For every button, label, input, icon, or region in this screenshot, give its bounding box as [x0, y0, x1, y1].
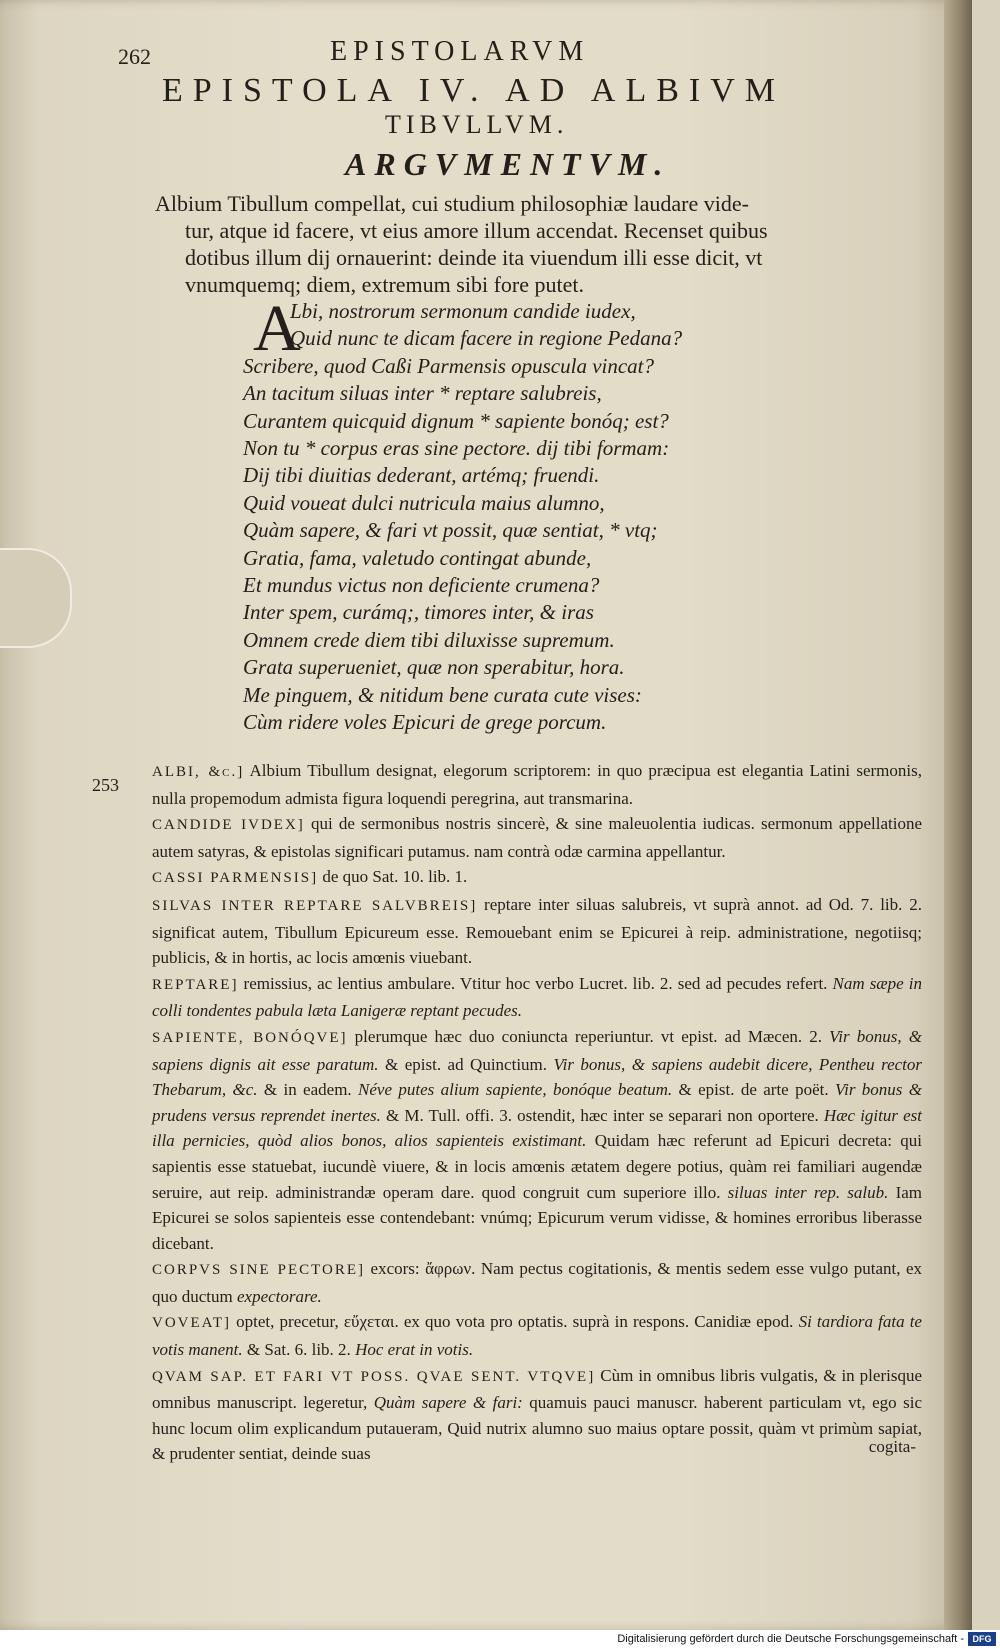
quotation: Néve putes alium sapiente, bonóque beatum.: [351, 1080, 673, 1100]
commentary-note: [152, 892, 922, 971]
poem-line: Gratia, fama, valetudo contingat abunde,: [243, 545, 592, 570]
lemma: QVAM SAP. ET FARI VT POSS. QVAE SENT. VTQVE]: [152, 1368, 596, 1385]
lemma: CANDIDE IVDEX]: [152, 817, 305, 834]
dfg-logo: DFG: [968, 1632, 996, 1646]
argument-line: tur, atque id facere, vt eius amore illum accendat. Recenset quibus: [185, 218, 768, 243]
quotation: Vir bonus, & sapiens dignis ait esse paratum.: [152, 1026, 922, 1074]
poem-line: Grata superueniet, quæ non sperabitur, hora.: [243, 655, 625, 680]
poem-line: Omnem crede diem tibi diluxisse supremum.: [243, 627, 615, 652]
lemma: VOVEAT]: [152, 1315, 231, 1332]
commentary-note: [152, 1256, 922, 1309]
poem-line: Quid nunc te dicam facere in regione Pedana?: [290, 326, 683, 351]
lemma: SAPIENTE, BONÓQVE]: [152, 1029, 348, 1046]
commentary-note: [152, 811, 922, 864]
margin-number: 253: [92, 775, 119, 795]
quotation: Vir bonus & prudens versus reprendet inertes.: [152, 1080, 922, 1125]
note-text: & M. Tull. offi. 3. ostendit, hæc inter se separari non oportere.: [380, 1105, 819, 1125]
poem-line: Quàm sapere, & fari vt possit, quæ sentiat, * vtq;: [243, 518, 658, 543]
running-head: EPISTOLARVM: [330, 36, 590, 67]
commentary-note: [152, 971, 922, 1024]
poem-line: Inter spem, curámq;, timores inter, & iras: [243, 600, 594, 625]
poem-line: Lbi, nostrorum sermonum candide iudex,: [290, 299, 636, 323]
epistle-title: EPISTOLA IV. AD ALBIVM: [162, 72, 786, 109]
commentary-note: [152, 1024, 922, 1256]
poem-line: Curantem quicquid dignum * sapiente bonóq; est?: [243, 408, 669, 433]
note-text: Quidam hæc referunt ad Epicuri decreta: qui sapientis esse statuebat, iucundè viuere, & in locis amœnis ætatem degere potius, quàm rei familiari augendæ seruire, aut reip. administrandæ operam dare. quod congruit cum superiore illo.: [152, 1131, 923, 1202]
catchword: cogita-: [868, 1437, 916, 1456]
argument-line: Albium Tibullum compellat, cui studium philosophiæ laudare vide-: [155, 191, 749, 216]
commentary-note: [152, 1309, 922, 1362]
note-text: reptare inter siluas salubreis, vt suprà annot. ad Od. 7. lib. 2. significat autem, Tibullum Epicureum esse. Remouebant enim se Epicurei à reip. administratione, negotiisq; publicis, & in hortis, ac locis amœnis viuebant.: [152, 894, 922, 968]
note-text: & epist. de arte poët.: [672, 1080, 829, 1100]
footer-text: Digitalisierung gefördert durch die Deutsche Forschungsgemeinschaft -: [617, 1633, 964, 1645]
note-text: remissius, ac lentius ambulare. Vtitur hoc verbo Lucret. lib. 2. sed ad pecudes refert.: [238, 973, 828, 993]
commentary-note: [152, 1363, 922, 1467]
lemma: SILVAS INTER REPTARE SALVBREIS]: [152, 897, 478, 914]
poem-line: Dij tibi diuitias dederant, artémq; fruendi.: [243, 463, 600, 488]
poem-line: Scribere, quod Caßi Parmensis opuscula vincat?: [243, 353, 655, 378]
note-text: de quo Sat. 10. lib. 1.: [318, 867, 468, 887]
poem-line: An tacitum siluas inter * reptare salubreis,: [243, 381, 602, 406]
poem-line: Quid voueat dulci nutricula maius alumno,: [243, 490, 605, 515]
commentary: [152, 758, 922, 1467]
argument-line: vnumquemq; diem, extremum sibi fore putet.: [185, 272, 584, 297]
note-text: quamuis pauci manuscr. haberent particulam vt, ego sic hunc locum olim explicandum putaueram, Quid nutrix alumno suo maius optare possit, quàm vt primùm sapiat, & prudenter sentiat, deinde suas: [152, 1393, 922, 1464]
lemma: CORPVS SINE PECTORE]: [152, 1262, 366, 1279]
quotation: Hæc igitur est illa pernicies, quòd alios bonos, alios sapienteis existimant.: [152, 1105, 922, 1151]
note-text: Iam Epicurei se solos sapienteis esse contendebant: vnúmq; Epicurum verum vidisse, & homines erroribus liberasse dicebant.: [152, 1182, 923, 1253]
digitization-footer: [0, 1630, 1000, 1649]
poem-line: Cùm ridere voles Epicuri de grege porcum.: [243, 710, 607, 735]
lemma: CASSI PARMENSIS]: [152, 870, 319, 887]
quotation: Si tardiora fata te votis manent.: [152, 1312, 922, 1360]
note-text: & epist. ad Quinctium.: [378, 1054, 548, 1074]
note-text: optet, precetur, εὔχεται. ex quo vota pro optatis. suprà in respons. Canidiæ epod.: [231, 1312, 794, 1332]
page-clip: [0, 548, 72, 648]
commentary-note: [152, 758, 922, 811]
quotation: Quàm sapere & fari:: [367, 1393, 523, 1413]
quotation: expectorare.: [232, 1286, 322, 1306]
poem-line: Et mundus victus non deficiente crumena?: [243, 573, 600, 598]
lemma: REPTARE]: [152, 976, 239, 993]
note-text: & Sat. 6. lib. 2.: [242, 1340, 351, 1360]
note-text: qui de sermonibus nostris sincerè, & sine maleuolentia iudicas. sermonum appellatione autem satyras, & epistolas significari putamus. nam contrà odæ carmina appellantur.: [152, 814, 922, 861]
poem: [243, 292, 683, 737]
note-text: Cùm in omnibus libris vulgatis, & in plerisque omnibus manuscript. legeretur,: [152, 1365, 922, 1413]
argument-line: dotibus illum dij ornauerint: deinde ita viuendum illi esse dicit, vt: [185, 245, 763, 270]
note-text: excors: ἄφρων. Nam pectus cogitationis, & mentis sedem esse vulgo putant, ex quo ductum: [152, 1259, 922, 1306]
poem-line: Non tu * corpus eras sine pectore. dij tibi formam:: [243, 436, 670, 461]
note-text: Albium Tibullum designat, elegorum scriptorem: in quo præcipua est elegantia Latini sermonis, nulla propemodum admista figura loquendi peregrina, aut transmarina.: [152, 761, 922, 808]
argument-heading: ARGVMENTVM.: [345, 146, 671, 182]
note-text: & in eadem.: [257, 1080, 352, 1100]
quotation: siluas inter rep. salub.: [720, 1182, 889, 1202]
page-number: 262: [118, 44, 151, 69]
poem-line: Me pinguem, & nitidum bene curata cute vises:: [243, 682, 642, 707]
lemma: ALBI, &c.]: [152, 764, 245, 780]
quotation: Hoc erat in votis.: [350, 1340, 474, 1360]
argument-text: [155, 190, 855, 298]
drop-cap: A: [253, 292, 301, 365]
commentary-note: [152, 864, 922, 892]
page-edge: [944, 0, 972, 1630]
quotation: Vir bonus, & sapiens audebit dicere, Pentheu rector Thebarum, &c.: [152, 1054, 923, 1100]
note-text: plerumque hæc duo coniuncta reperiuntur. vt epist. ad Mæcen. 2.: [347, 1026, 823, 1046]
quotation: Nam sæpe in colli tondentes pabula læta Lanigeræ reptant pecudes.: [152, 973, 922, 1021]
epistle-subtitle: TIBVLLVM.: [385, 110, 569, 139]
